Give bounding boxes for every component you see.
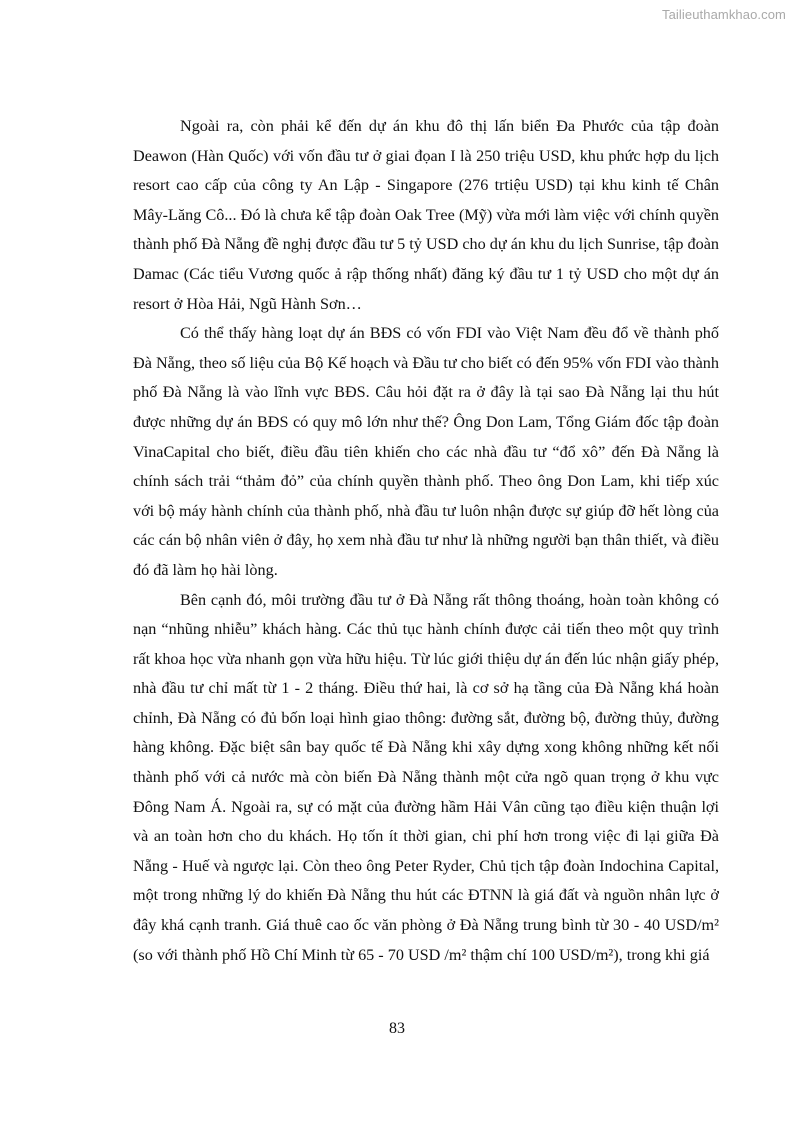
- document-body: [133, 112, 719, 970]
- watermark: Tailieuthamkhao.com: [661, 7, 786, 22]
- paragraph-2: Có thể thấy hàng loạt dự án BĐS có vốn FDI vào Việt Nam đều đổ về thành phố Đà Nẵng, theo số liệu của Bộ Kế hoạch và Đầu tư cho biết có đến 95% vốn FDI vào thành phố Đà Nẵng là vào lĩnh vực BĐS. Câu hỏi đặt ra ở đây là tại sao Đà Nẵng lại thu hút được những dự án BĐS có quy mô lớn như thế? Ông Don Lam, Tổng Giám đốc tập đoàn VinaCapital cho biết, điều đầu tiên khiến cho các nhà đầu tư “đổ xô” đến Đà Nẵng là chính sách trải “thảm đỏ” của chính quyền thành phố. Theo ông Don Lam, khi tiếp xúc với bộ máy hành chính của thành phố, nhà đầu tư luôn nhận được sự giúp đỡ hết lòng của các cán bộ nhân viên ở đây, họ xem nhà đầu tư như là những người bạn thân thiết, và điều đó đã làm họ hài lòng.: [133, 324, 719, 579]
- paragraph-1: Ngoài ra, còn phải kể đến dự án khu đô thị lấn biển Đa Phước của tập đoàn Deawon (Hàn Quốc) với vốn đầu tư ở giai đọan I là 250 triệu USD, khu phức hợp du lịch resort cao cấp của công ty An Lập - Singapore (276 trtiệu USD) tại khu kinh tế Chân Mây-Lăng Cô... Đó là chưa kể tập đoàn Oak Tree (Mỹ) vừa mới làm việc với chính quyền thành phố Đà Nẵng đề nghị được đầu tư 5 tỷ USD cho dự án khu du lịch Sunrise, tập đoàn Damac (Các tiểu Vương quốc ả rập thống nhất) đăng ký đầu tư 1 tỷ USD cho một dự án resort ở Hòa Hải, Ngũ Hành Sơn…: [133, 117, 719, 313]
- page-number: 83: [389, 1020, 405, 1037]
- paragraph-3: Bên cạnh đó, môi trường đầu tư ở Đà Nẵng rất thông thoáng, hoàn toàn không có nạn “nhũng nhiễu” khách hàng. Các thủ tục hành chính được cải tiến theo một quy trình rất khoa học vừa nhanh gọn vừa hữu hiệu. Từ lúc giới thiệu dự án đến lúc nhận giấy phép, nhà đầu tư chỉ mất từ 1 - 2 tháng. Điều thứ hai, là cơ sở hạ tầng của Đà Nẵng khá hoàn chỉnh, Đà Nẵng có đủ bốn loại hình giao thông: đường sắt, đường bộ, đường thủy, đường hàng không. Đặc biệt sân bay quốc tế Đà Nẵng khi xây dựng xong không những kết nối thành phố với cả nước mà còn biến Đà Nẵng thành một cửa ngõ quan trọng ở khu vực Đông Nam Á. Ngoài ra, sự có mặt của đường hầm Hải Vân cũng tạo điều kiện thuận lợi và an toàn hơn cho du khách. Họ tốn ít thời gian, chi phí hơn trong việc đi lại giữa Đà Nẵng - Huế và ngược lại. Còn theo ông Peter Ryder, Chủ tịch tập đoàn Indochina Capital, một trong những lý do khiến Đà Nẵng thu hút các ĐTNN là giá đất và nguồn nhân lực ở đây khá cạnh tranh. Giá thuê cao ốc văn phòng ở Đà Nẵng trung bình từ 30 - 40 USD/m² (so với thành phố Hồ Chí Minh từ 65 - 70 USD /m² thậm chí 100 USD/m²), trong khi giá: [133, 590, 719, 964]
